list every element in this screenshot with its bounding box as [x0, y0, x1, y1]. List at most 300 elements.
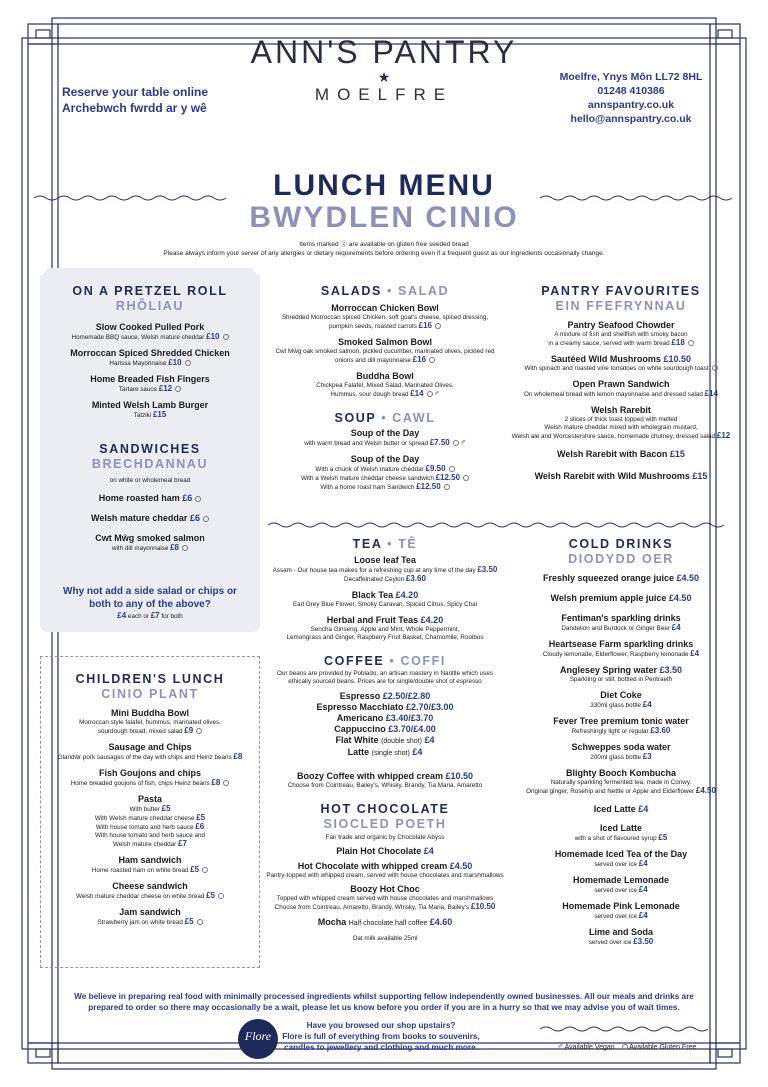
shop-question: Have you browsed our shop upstairs?	[306, 1021, 456, 1030]
item-price: £15	[152, 410, 167, 419]
list-item	[510, 742, 732, 762]
brand-name: ANN'S PANTRY	[250, 34, 518, 70]
item-desc: Original ginger, Rosehip and Nettle or Apple and Elderflower	[526, 788, 695, 795]
item-name: Plain Hot Chocolate	[336, 846, 422, 856]
gf-icon	[427, 391, 433, 397]
item-desc: A mixture of fish and shellfish with smoky bacon	[554, 331, 688, 338]
gf-icon	[444, 484, 450, 490]
item-price: £5	[196, 813, 206, 822]
item-price: £4	[690, 649, 700, 658]
list-item	[266, 691, 504, 702]
item-name: Fentiman's sparkling drinks	[561, 613, 681, 623]
item-price: £12	[716, 431, 731, 440]
item-desc: Earl Grey Blue Flower, Smoky Caravan, Spiced Citrus, Spicy Chai	[292, 601, 478, 608]
gf-icon	[622, 1044, 628, 1050]
notes	[120, 240, 648, 258]
contact-block	[556, 70, 706, 126]
item-price: £9.50	[425, 464, 446, 473]
list-item	[266, 724, 504, 735]
item-desc: Shredded Morroccan spiced Chicken, soft goat's cheese, spiced dressing,	[281, 314, 489, 321]
item-price: £5	[658, 833, 668, 842]
tea-title: TEA	[352, 537, 382, 551]
item-price: £4.50	[676, 573, 700, 583]
item-price: £4.50	[668, 593, 692, 603]
item-price: £14	[704, 389, 718, 398]
item-name: Slow Cooked Pulled Pork	[95, 322, 205, 332]
item-price: £10	[168, 358, 182, 367]
item-name: Diet Coke	[600, 690, 642, 700]
item-desc: With Welsh mature cheddar cheese	[94, 815, 195, 822]
item-name: Mocha	[317, 917, 347, 927]
drinks-hot-section: TEA • TÊ Loose leaf Tea Assam - Our house tea makes for a refreshing cup at any time of the day £3.50 Decaffeinated Ceylon £3.60 Black Tea £4.20 Earl Grey Blue Flower, Smoky Caravan, Spiced Citrus, Spicy Chai Herbal and Fruit Teas £4.20 Sencha Ginseng, Apple and Mint, Whole Peppermint, Lemongrass and Ginger, Raspberry Fruit Basket, Chamomile, Rooibos COFFEE • COFFI Our beans are provided by Poblado, an artisan roastery in Nantlle which uses ethically sourced beans. Prices are for single/double shot of espresso Espresso £2.50/£2.80 Espresso Macchiato £2.70/£3.00 Americano £3.40/£3.70 Cappuccino £3.70/£4.00 Flat White (double shot) £4 Latte (single shot) £4 Boozy Coffee with whipped cream £10.50 Choose from Cointreau, Bailey's, Whisky, Brandy, Tia Maria, Amaretto HOT CHOCOLATE SIOCLED POETH Fair trade and organic by Chocolate Abyss Plain Hot Chocolate £4 Hot Chocolate with whipped cream £4.50 Pantry-topped with whipped cream, served with house chocolates and marshmallows Boozy Hot Choc Topped with whipped cream served with house chocolates and marshmallows Choose from Cointreau, Amaretto, Brandy, Whisky, Tia Maria, Bailey's £10.50 Mocha Half chocolate half coffee £4.60 Oat milk available 25ml	[266, 537, 504, 942]
soup-title: SOUP	[334, 411, 377, 425]
cold-title: COLD DRINKS	[568, 537, 674, 551]
item-price: £15	[692, 471, 708, 481]
list-item	[266, 713, 504, 724]
item-desc: Decaffeinated Ceylon	[344, 576, 405, 583]
item-price: £5	[190, 865, 200, 874]
item-name: Cappuccino	[334, 724, 386, 734]
oat-milk-note: Oat milk available 25ml	[352, 935, 418, 942]
list-item	[40, 348, 260, 368]
item-price: £14	[410, 389, 424, 398]
item-price: £3	[642, 752, 652, 761]
item-price: £4	[423, 846, 434, 856]
gf-icon	[463, 475, 469, 481]
list-item	[41, 881, 259, 901]
item-desc: 2 slices of thick toast topped with melted	[564, 416, 678, 423]
item-desc: Cwt Mŵg oak smoked salmon, pickled cucumber, marinated olives, pickled red	[275, 348, 495, 355]
item-name: Soup of the Day	[350, 454, 420, 464]
item-price: £6	[189, 513, 200, 523]
gf-legend: Available Gluten Free	[629, 1043, 697, 1051]
vegan-legend: Available Vegan	[564, 1043, 615, 1051]
list-item	[266, 747, 504, 759]
item-desc: Welsh mature cheddar	[113, 841, 177, 848]
item-price: £7	[178, 839, 187, 848]
item-price: £18	[671, 338, 685, 347]
item-desc: Topped with whipped cream served with house chocolates and marshmallows	[276, 895, 494, 902]
cold-drinks-section	[510, 537, 732, 947]
item-price: £4	[638, 859, 648, 868]
list-item	[266, 303, 504, 331]
item-name: Cheese sandwich	[112, 881, 188, 891]
gf-icon	[182, 545, 188, 551]
list-item	[510, 875, 732, 895]
item-desc: pumpkin seeds, roasted carrots	[329, 323, 417, 330]
list-item	[41, 768, 259, 788]
item-price: £12.50	[416, 482, 441, 491]
allergy-note: Please always inform your server of any allergies or dietary requirements before ordering even if a frequent guest as our ingredients occasionally change.	[163, 250, 605, 257]
cold-sub: DIODYDD OER	[568, 552, 674, 566]
item-price: £10.50	[470, 902, 496, 911]
item-desc: Sencha Ginseng, Apple and Mint, Whole Peppermint,	[310, 626, 460, 633]
item-name: Welsh Rarebit with Wild Mushrooms	[534, 471, 690, 481]
list-item	[510, 379, 732, 399]
item-desc: Home roasted ham on white bread	[91, 867, 189, 874]
salads-title-cy: SALAD	[398, 284, 450, 298]
item-name: Schweppes soda water	[571, 742, 671, 752]
item-price: £4.20	[420, 615, 444, 625]
item-price: £12.50	[435, 473, 461, 482]
item-price: £3.60	[405, 574, 426, 583]
item-price: £3.60	[650, 726, 671, 735]
gf-icon	[712, 365, 718, 371]
coffee-desc: ethically sourced beans. Prices are for single/double shot of espresso	[288, 678, 482, 685]
list-item	[266, 555, 504, 584]
salads-title: SALADS	[320, 284, 382, 298]
list-item	[266, 428, 504, 448]
list-item	[266, 735, 504, 747]
item-name: Espresso	[339, 691, 381, 701]
chocolate-sub: SIOCLED POETH	[323, 817, 447, 831]
list-item	[41, 855, 259, 875]
item-name: Cwt Mŵg smoked salmon	[95, 533, 205, 543]
brand-place: MOELFRE	[314, 85, 454, 104]
item-desc: With house tomato and herb sauce and	[95, 832, 205, 839]
list-item	[510, 471, 732, 482]
item-name: Mini Buddha Bowl	[111, 708, 189, 718]
item-price: £4.60	[429, 917, 453, 927]
list-item	[266, 615, 504, 642]
item-price: £4	[671, 623, 681, 632]
list-item	[266, 771, 504, 790]
item-name: Iced Latte	[593, 804, 636, 814]
website[interactable]: annspantry.co.uk	[587, 99, 675, 111]
item-desc: Naturally sparkling fermented tea, made in Conwy.	[550, 779, 692, 786]
item-name: Welsh Rarebit with Bacon	[557, 449, 668, 459]
item-name: Welsh premium apple juice	[550, 593, 667, 603]
item-price: £3.70/£4.00	[388, 724, 436, 734]
pretzel-title: ON A PRETZEL ROLL	[72, 284, 228, 298]
pretzel-sub: RHÔLIAU	[115, 299, 185, 313]
item-price: £16	[412, 355, 427, 364]
list-item	[510, 823, 732, 843]
upsell-text: Why not add a side salad or chips or both to any of the above?	[63, 586, 237, 610]
list-item	[266, 371, 504, 399]
item-price: £12	[158, 384, 173, 393]
list-item	[510, 573, 732, 584]
gf-icon	[203, 516, 209, 522]
item-price: £3.50	[633, 937, 654, 946]
item-desc: onions and dill mayonnaise	[334, 357, 411, 364]
gf-icon	[218, 893, 224, 899]
item-desc: Half chocolate half coffee	[348, 920, 428, 927]
favourites-section	[510, 284, 732, 482]
item-price: £4	[638, 911, 648, 920]
list-item	[40, 374, 260, 394]
item-desc: served over ice	[594, 861, 638, 868]
item-name: Americano	[336, 713, 384, 723]
item-desc: served over ice	[588, 939, 632, 946]
item-name: Black Tea	[351, 590, 394, 600]
vegan-icon: ✐	[434, 391, 440, 398]
vegan-icon: ✐	[460, 440, 466, 447]
item-name: Smoked Salmon Bowl	[337, 337, 433, 347]
item-price: £5	[184, 917, 194, 926]
list-item	[510, 320, 732, 348]
item-name: Heartsease Farm sparkling drinks	[548, 639, 694, 649]
item-name: Homemade Iced Tea of the Day	[554, 849, 688, 859]
sandwiches-sub: BRECHDANNAU	[91, 457, 209, 471]
sandwiches-title: SANDWICHES	[99, 442, 201, 456]
chocolate-intro: Fair trade and organic by Chocolate Abyss	[325, 834, 445, 841]
item-name: Welsh mature cheddar	[91, 513, 188, 523]
list-item	[40, 322, 260, 342]
title-en: LUNCH MENU	[273, 169, 495, 202]
item-price: £4	[638, 804, 649, 814]
item-price: £7.50	[429, 438, 450, 447]
list-item	[510, 405, 732, 441]
list-item	[266, 337, 504, 365]
item-price: £6	[195, 822, 205, 831]
list-item	[266, 846, 504, 857]
gf-icon	[223, 780, 229, 786]
list-item	[266, 861, 504, 880]
item-desc: Pantry-topped with whipped cream, served with house chocolates and marshmallows	[266, 872, 504, 879]
item-name: Latte	[347, 747, 370, 757]
item-name: Minted Welsh Lamb Burger	[91, 400, 209, 410]
item-desc: with a shot of flavoured syrup	[574, 835, 657, 842]
item-price: £4	[412, 747, 423, 757]
wave-divider	[540, 1025, 708, 1033]
list-item	[266, 590, 504, 609]
item-name: Homemade Lemonade	[572, 875, 670, 885]
item-price: £16	[418, 321, 432, 330]
children-title: CHILDREN'S LUNCH	[75, 672, 225, 686]
item-price: £10.50	[445, 771, 474, 781]
list-item	[40, 400, 260, 420]
shop-block	[280, 1020, 482, 1053]
item-name: Espresso Macchiato	[316, 702, 404, 712]
upsell-mid: each or	[126, 613, 151, 620]
item-price: £6	[182, 493, 193, 503]
wave-divider	[540, 194, 735, 202]
gf-icon	[202, 867, 208, 873]
item-desc: Lemongrass and Ginger, Raspberry Fruit Basket, Chamomile, Rooibos	[286, 634, 484, 641]
item-price: £5	[161, 804, 171, 813]
gf-icon	[688, 340, 694, 346]
item-name: Fever Tree premium tonic water	[553, 716, 689, 726]
chocolate-title: HOT CHOCOLATE	[320, 802, 450, 816]
gf-icon	[195, 496, 201, 502]
list-item	[510, 716, 732, 736]
item-price: £4.50	[695, 786, 716, 795]
children-section	[40, 656, 260, 968]
item-desc: Glandŵr pork sausages of the day with chips and Heinz beans	[57, 754, 232, 761]
favourites-title: PANTRY FAVOURITES	[541, 284, 701, 298]
soup-title-cy: CAWL	[392, 411, 436, 425]
coffee-desc: Our beans are provided by Poblado, an artisan roastery in Nantlle which uses	[277, 670, 493, 677]
item-name: Buddha Bowl	[356, 371, 414, 381]
title-cy: BWYDLEN CINIO	[249, 201, 519, 234]
item-desc: Welsh ale and Worcestershire sauce, homemade chutney, dressed salad	[511, 433, 716, 440]
item-desc: 200ml glass bottle	[590, 754, 642, 761]
item-name: Sautéed Wild Mushrooms	[551, 354, 661, 364]
item-desc: Morroccan style falafel, hummus, marinated olives,	[79, 719, 221, 726]
gf-icon	[453, 440, 459, 446]
list-item	[41, 794, 259, 849]
item-desc: Tartare sauce	[118, 386, 158, 393]
item-price: £4.20	[395, 590, 419, 600]
item-price: £8	[233, 752, 243, 761]
coffee-title: COFFEE	[324, 654, 385, 668]
item-name: Hot Chocolate with whipped cream	[297, 861, 448, 871]
menu-title	[200, 170, 568, 234]
reserve-block[interactable]	[62, 84, 252, 116]
upsell-price	[40, 612, 260, 621]
item-price: £4	[642, 700, 652, 709]
coffee-list	[266, 691, 504, 759]
item-price: £9	[184, 726, 194, 735]
item-price: £4	[424, 735, 435, 745]
item-name: Ham sandwich	[118, 855, 182, 865]
list-item	[40, 493, 260, 504]
list-item	[510, 639, 732, 659]
item-name: Fish Goujons and chips	[98, 768, 201, 778]
gf-icon	[429, 357, 435, 363]
list-item	[510, 804, 732, 815]
item-name: Boozy Hot Choc	[350, 884, 420, 894]
item-desc: Welsh mature cheddar mixed with wholegrain mustard,	[544, 424, 698, 431]
list-item	[41, 907, 259, 927]
item-price: £4.50	[449, 861, 473, 871]
item-desc: Assam - Our house tea makes for a refreshing cup at any time of the day	[272, 567, 476, 574]
list-item	[40, 533, 260, 553]
item-price: £3.50	[477, 565, 498, 574]
gf-icon	[449, 466, 455, 472]
list-item	[266, 702, 504, 713]
item-desc: With a chunk of Welsh mature cheddar	[315, 466, 424, 473]
item-name: Homemade Pink Lemonade	[562, 901, 680, 911]
item-extra: (double shot)	[381, 738, 422, 745]
list-item	[510, 927, 732, 947]
upsell-price-a: £4	[117, 611, 127, 620]
item-desc: with warm bread and Welsh butter or spread	[304, 440, 428, 447]
coffee-title-cy: COFFI	[400, 654, 446, 668]
item-desc: Chickpea Falafel, Mixed Salad, Marinated Olives,	[316, 382, 454, 389]
list-item	[510, 849, 732, 869]
item-name: Herbal and Fruit Teas	[326, 615, 419, 625]
list-item	[510, 613, 732, 633]
pretzel-section	[40, 284, 260, 621]
children-sub: CINIO PLANT	[101, 687, 199, 701]
item-price: £3.50	[659, 665, 683, 675]
item-desc: Home breaded goujons of fish, chips Heinz beans	[70, 780, 210, 787]
item-name: Flat White	[335, 735, 379, 745]
gf-icon	[175, 386, 181, 392]
item-desc: Hummus, sour dough bread	[330, 391, 409, 398]
item-desc: With a Welsh mature cheddar cheese sandwich	[300, 475, 434, 482]
item-desc: On wholemeal bread with lemon mayonnaise and dressed salad	[524, 391, 703, 398]
item-desc: With butter	[129, 806, 160, 813]
tea-title-cy: TÊ	[398, 537, 418, 551]
item-name: Jam sandwich	[119, 907, 181, 917]
item-price: £2.70/£3.00	[406, 702, 454, 712]
gf-icon	[435, 323, 441, 329]
list-item	[41, 742, 259, 762]
item-name: Iced Latte	[599, 823, 642, 833]
footer-statement: We believe in preparing real food with minimally processed ingredients whilst supporting fellow independently owned businesses. All our meals and drinks are prepared to order so there may occasionally be a wait, please let us know before you order if you are in a hurry so that we may advise you of wait times.	[74, 992, 694, 1012]
gf-icon	[197, 919, 203, 925]
item-desc: sourdough bread, mixed salad	[97, 728, 183, 735]
list-item	[510, 768, 732, 796]
list-item	[510, 690, 732, 710]
item-desc: Dandelion and Burdock or Ginger Beer	[561, 625, 670, 632]
list-item	[510, 593, 732, 604]
item-price: £4	[638, 885, 648, 894]
item-desc: Choose from Cointreau, Amaretto, Brandy, Whisky, Tia Maria, Bailey's	[274, 904, 470, 911]
list-item	[266, 884, 504, 912]
list-item	[41, 708, 259, 736]
logo	[224, 34, 544, 106]
item-desc: Choose from Cointreau, Bailey's, Whisky, Brandy, Tia Maria, Amaretto	[287, 782, 483, 789]
item-name: Morroccan Spiced Shredded Chicken	[70, 348, 230, 358]
gf-icon	[223, 334, 229, 340]
item-extra: (single shot)	[371, 750, 410, 757]
item-name: Open Prawn Sandwich	[572, 379, 670, 389]
vegan-icon: ✐	[558, 1044, 564, 1050]
upsell-end: for both	[159, 613, 183, 620]
gf-icon	[196, 728, 202, 734]
item-price: £10.50	[663, 354, 691, 364]
list-item	[266, 917, 504, 929]
item-name: Blighty Booch Kombucha	[566, 768, 676, 778]
item-price: £3.40/£3.70	[385, 713, 434, 723]
list-item	[510, 665, 732, 684]
item-name: Soup of the Day	[350, 428, 420, 438]
star-icon: ★	[377, 69, 391, 85]
legend	[556, 1042, 706, 1053]
item-desc: served over ice	[594, 913, 638, 920]
item-desc: Homemade BBQ sauce, Welsh mature cheddar	[71, 334, 205, 341]
list-item	[266, 454, 504, 492]
item-desc: Refreshingly light or regular	[571, 728, 649, 735]
item-name: Welsh Rarebit	[591, 405, 651, 415]
item-name: Pasta	[137, 794, 163, 804]
email[interactable]: hello@annspantry.co.uk	[570, 113, 692, 125]
list-item	[40, 513, 260, 524]
item-desc: With a home roast ham Sandwich	[320, 484, 415, 491]
reserve-link-en[interactable]: Reserve your table online	[62, 85, 209, 99]
item-desc: Harissa Mayonnaise	[109, 360, 167, 367]
reserve-link-cy[interactable]: Archebwch fwrdd ar y wê	[62, 101, 207, 115]
flore-logo-text: Flore	[244, 1029, 272, 1043]
item-name: Anglesey Spring water	[559, 665, 657, 675]
shop-line: candles to jewellery and clothing and much more.	[284, 1043, 478, 1052]
item-name: Loose leaf Tea	[354, 555, 416, 565]
address: Moelfre, Ynys Môn LL72 8HL	[559, 71, 703, 83]
item-price: £10	[206, 332, 220, 341]
upsell-price-b: £7	[150, 611, 160, 620]
item-price: £15	[669, 449, 685, 459]
flore-logo	[238, 1019, 278, 1059]
gf-note: Items marked ⓖ are available on gluten free seeded bread	[299, 241, 469, 248]
sandwiches-intro: on white or wholemeal bread	[109, 477, 191, 484]
item-name: Home roasted ham	[98, 493, 180, 503]
shop-line: Flore is full of everything from books to souvenirs,	[282, 1032, 480, 1041]
item-name: Freshly squeezed orange juice	[542, 573, 674, 583]
item-name: Home Breaded Fish Fingers	[90, 374, 210, 384]
item-desc: 330ml glass bottle	[590, 702, 642, 709]
item-price: £2.50/£2.80	[382, 691, 431, 701]
item-name: Pantry Seafood Chowder	[567, 320, 675, 330]
phone[interactable]: 01248 410386	[597, 85, 665, 97]
item-price: £8	[211, 778, 221, 787]
item-desc: Strawberry jam on white bread	[97, 919, 183, 926]
list-item	[510, 449, 732, 460]
item-desc: in a creamy sauce, served with warm bread	[548, 340, 670, 347]
